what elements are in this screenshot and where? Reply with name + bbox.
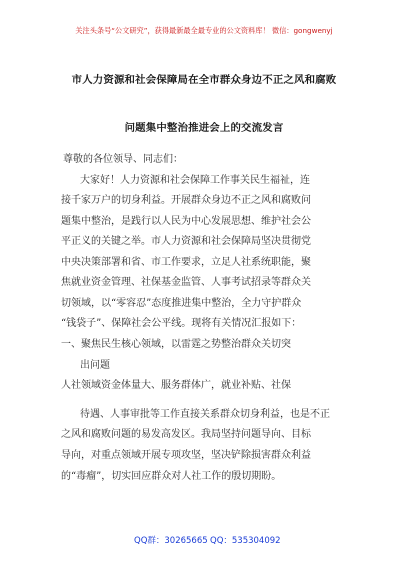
paragraph-line: 中央决策部署和省、市工作要求，立足人社系统职能，聚 [61,257,311,268]
paragraph-line: 切领域，以“零容忍”态度推进集中整治，全力守护群众 [61,298,302,309]
header-banner: 关注头条号“公文研究”，获得最新最全最专业的公文资料库！ 微信：gongwenyj [75,26,333,35]
document-title-line-1: 市人力资源和社会保障局在全市群众身边不正之风和腐败 [71,74,337,86]
salutation: 尊敬的各位领导、同志们： [63,154,183,165]
qq-number: QQ：535304092 [210,536,281,546]
paragraph-line: 导向，对重点领域开展专项攻坚，坚决铲除损害群众利益 [61,450,311,461]
paragraph-line: 焦就业资金管理、社保基金监管、人事考试招录等群众关 [61,277,311,288]
paragraph-line: 待遇、人事审批等工作直接关系群众切身利益，也是不正 [80,409,330,420]
paragraph-line: 平正义的关键之举。市人力资源和社会保障局坚决贯彻党 [61,236,311,247]
paragraph-line: 之风和腐败问题的易发高发区。我局坚持问题导向、目标 [61,429,311,440]
document-title-line-2: 问题集中整治推进会上的交流发言 [124,122,284,134]
qq-group-number: QQ群：30265665 [134,536,208,546]
paragraph-line: 接千家万户的切身利益。开展群众身边不正之风和腐败问 [61,195,311,206]
section-heading-cont: 人社领域资金体量大、服务群体广，就业补贴、社保 [61,380,291,391]
paragraph-line: 一、聚焦民生核心领域，以雷霆之势整治群众关切突 [61,339,291,350]
paragraph-line: 大家好！人力资源和社会保障工作事关民生福祉，连 [80,175,310,186]
section-heading: 出问题 [80,360,110,371]
paragraph-line: 的“毒瘤”，切实回应群众对人社工作的殷切期盼。 [61,471,282,482]
paragraph-line: 题集中整治，是践行以人民为中心发展思想、维护社会公 [61,216,311,227]
paragraph-line: “钱袋子”、保障社会公平线。现将有关情况汇报如下： [61,318,302,329]
